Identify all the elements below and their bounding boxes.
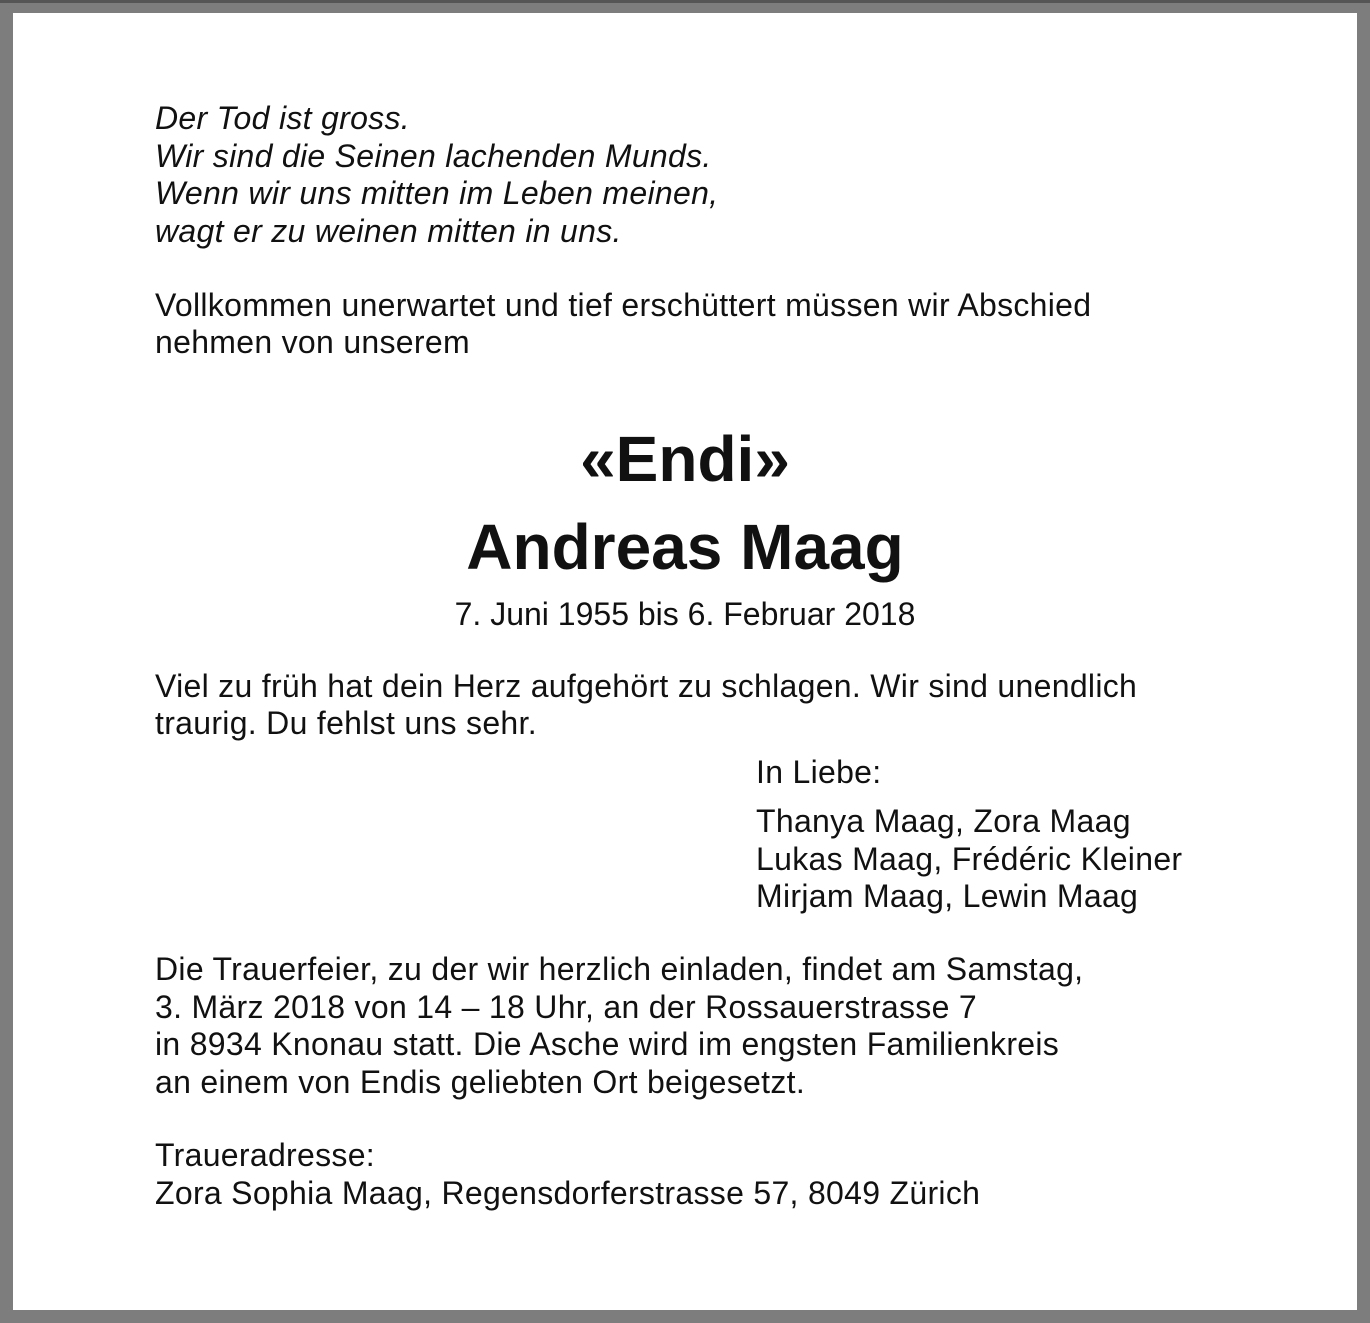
family-line: Thanya Maag, Zora Maag xyxy=(756,803,1131,839)
deceased-nickname: «Endi» xyxy=(580,423,790,495)
service-line: Die Trauerfeier, zu der wir herzlich einladen, findet am Samstag, xyxy=(155,951,1084,987)
poem-line: Wir sind die Seinen lachenden Munds. xyxy=(155,137,712,174)
poem-line: Der Tod ist gross. xyxy=(155,100,410,136)
signoff-label: In Liebe: xyxy=(756,754,882,790)
family-line: Mirjam Maag, Lewin Maag xyxy=(756,878,1139,914)
family-names xyxy=(756,803,1182,916)
service-line: 3. März 2018 von 14 – 18 Uhr, an der Rossauerstrasse 7 xyxy=(155,988,977,1025)
service-line: in 8934 Knonau statt. Die Asche wird im engsten Familienkreis xyxy=(155,1026,1060,1062)
intro-line: nehmen von unserem xyxy=(155,324,470,360)
poem-line: Wenn wir uns mitten im Leben meinen, xyxy=(155,175,719,211)
intro-text xyxy=(155,287,1235,361)
poem-line: wagt er zu weinen mitten in uns. xyxy=(155,212,622,249)
intro-line: Vollkommen unerwartet und tief erschüttert müssen wir Abschied xyxy=(155,287,1092,323)
message-line: traurig. Du fehlst uns sehr. xyxy=(155,705,537,741)
service-line: an einem von Endis geliebten Ort beigesetzt. xyxy=(155,1063,806,1100)
obituary-page xyxy=(13,13,1357,1310)
mourning-address-label: Traueradresse: xyxy=(155,1137,375,1173)
family-line: Lukas Maag, Frédéric Kleiner xyxy=(756,840,1183,877)
farewell-message xyxy=(155,668,1235,742)
service-details xyxy=(155,951,1235,1101)
life-dates: 7. Juni 1955 bis 6. Februar 2018 xyxy=(454,596,916,632)
viewer-top-border xyxy=(0,0,1370,3)
deceased-full-name: Andreas Maag xyxy=(466,511,904,583)
mourning-address: Zora Sophia Maag, Regensdorferstrasse 57, 8049 Zürich xyxy=(155,1175,981,1211)
message-line: Viel zu früh hat dein Herz aufgehört zu schlagen. Wir sind unendlich xyxy=(155,668,1138,704)
poem xyxy=(155,100,1235,250)
